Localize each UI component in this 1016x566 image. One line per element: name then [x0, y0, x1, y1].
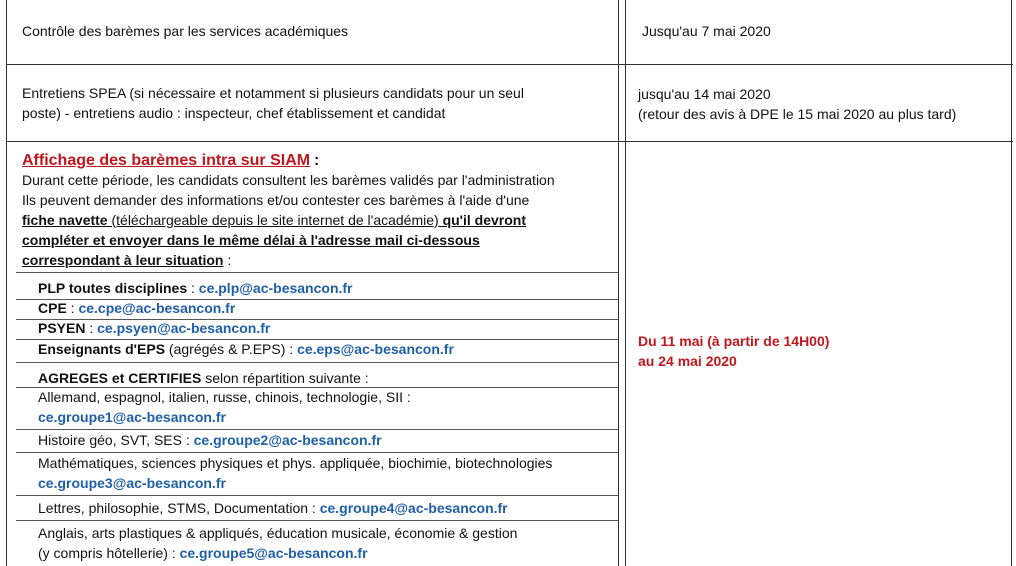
table-border-left [6, 0, 7, 566]
row-date [638, 84, 956, 124]
group-email[interactable]: ce.groupe2@ac-besancon.fr [193, 432, 382, 448]
group-disciplines: Mathématiques, sciences physiques et phys. appliquée, biochimie, biotechnologies [38, 455, 553, 471]
group-row [38, 430, 382, 450]
contact-row [38, 339, 454, 359]
row-date-line: (retour des avis à DPE le 15 mai 2020 au plus tard) [638, 106, 957, 122]
group-email[interactable]: ce.groupe3@ac-besancon.fr [38, 475, 226, 491]
group-row [38, 453, 552, 493]
group-email[interactable]: ce.groupe1@ac-besancon.fr [38, 409, 226, 425]
contact-sep: : [66, 300, 79, 316]
contact-label: PLP toutes disciplines [38, 280, 188, 296]
group-disciplines: Allemand, espagnol, italien, russe, chinois, technologie, SII : [38, 389, 411, 405]
agreges-label: AGREGES et CERTIFIES [38, 370, 202, 386]
row-label [22, 83, 524, 123]
group-disciplines: Histoire géo, SVT, SES : [38, 432, 194, 448]
contact-row [38, 318, 270, 338]
contact-email[interactable]: ce.eps@ac-besancon.fr [297, 341, 454, 357]
agreges-heading [38, 368, 369, 388]
row-label-line: Entretiens SPEA (si nécessaire et notamment si plusieurs candidats pour un seul [22, 85, 524, 101]
siam-line: compléter et envoyer dans le même délai à l'adresse mail ci-dessous [22, 232, 480, 248]
contact-label: CPE [38, 300, 67, 316]
siam-title: Affichage des barèmes intra sur SIAM [22, 152, 311, 169]
siam-date-line: Du 11 mai (à partir de 14H00) [638, 333, 830, 349]
row-divider [6, 141, 1013, 142]
siam-title-colon: : [313, 152, 320, 169]
siam-description [22, 170, 555, 270]
sub-divider [16, 520, 618, 521]
row-date: Jusqu'au 7 mai 2020 [642, 23, 771, 39]
contact-extra: (agrégés & P.EPS) : [165, 341, 298, 357]
siam-date-line: au 24 mai 2020 [638, 353, 737, 369]
group-email[interactable]: ce.groupe5@ac-besancon.fr [179, 545, 368, 561]
fiche-navette: fiche navette [22, 212, 108, 228]
contact-row [38, 298, 235, 318]
table-border-right [1011, 0, 1012, 566]
sub-divider [16, 272, 618, 273]
contact-label: Enseignants d'EPS [38, 341, 166, 357]
group-disciplines: (y compris hôtellerie) : [38, 545, 180, 561]
group-disciplines: Lettres, philosophie, STMS, Documentation : [38, 500, 320, 516]
row-label: Contrôle des barèmes par les services académiques [22, 23, 349, 39]
column-divider [618, 0, 619, 566]
contact-label: PSYEN [38, 320, 86, 336]
group-row [38, 387, 411, 427]
group-row [38, 523, 517, 563]
siam-line [22, 210, 555, 230]
row-label-line: poste) - entretiens audio : inspecteur, chef établissement et candidat [22, 105, 446, 121]
row-date-line: jusqu'au 14 mai 2020 [638, 86, 771, 102]
group-email[interactable]: ce.groupe4@ac-besancon.fr [319, 500, 508, 516]
contact-email[interactable]: ce.psyen@ac-besancon.fr [97, 320, 271, 336]
siam-heading [22, 149, 319, 172]
siam-date [638, 331, 829, 371]
contact-email[interactable]: ce.cpe@ac-besancon.fr [78, 300, 236, 316]
contact-sep: : [85, 320, 98, 336]
row-divider [6, 64, 1013, 65]
contact-sep: : [187, 280, 199, 296]
agreges-rest: selon répartition suivante : [201, 370, 369, 386]
column-divider-double [625, 0, 626, 566]
sub-divider [16, 495, 618, 496]
contact-email[interactable]: ce.plp@ac-besancon.fr [198, 280, 353, 296]
siam-line-colon: : [223, 252, 232, 268]
schedule-table [6, 0, 1013, 566]
sub-divider [16, 362, 618, 363]
siam-line-bold: correspondant à leur situation [22, 252, 224, 268]
group-row [38, 498, 508, 518]
siam-line: Ils peuvent demander des informations et/ou contester ces barèmes à l'aide d'une [22, 192, 530, 208]
siam-line [22, 250, 555, 270]
devront-text: qu'il devront [438, 212, 527, 228]
siam-line: Durant cette période, les candidats consultent les barèmes validés par l'administration [22, 172, 555, 188]
contact-row [38, 278, 353, 298]
group-disciplines: Anglais, arts plastiques & appliqués, éducation musicale, économie & gestion [38, 525, 518, 541]
fiche-note: (téléchargeable depuis le site internet de l'académie) [107, 212, 439, 228]
